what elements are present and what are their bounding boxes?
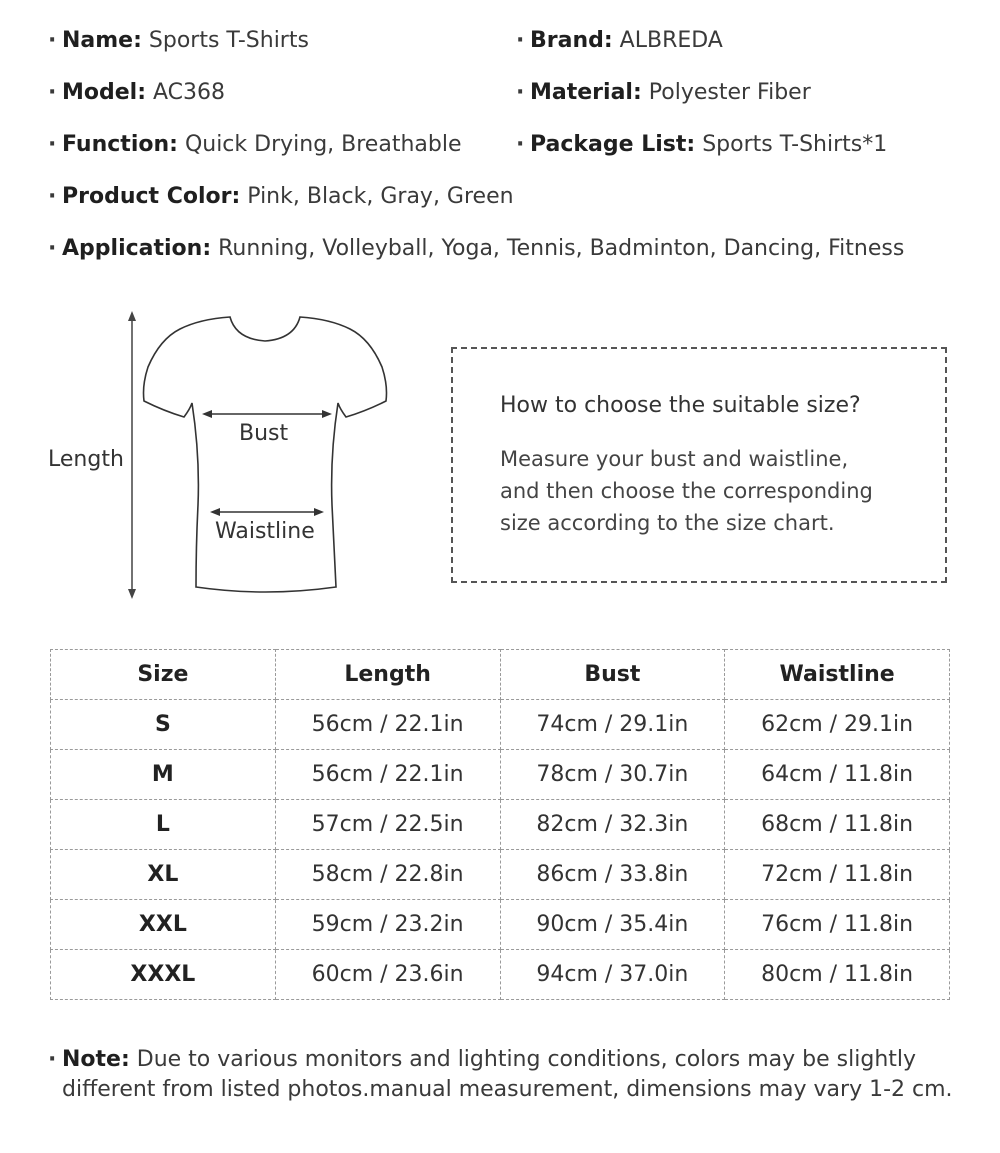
spec-application (48, 234, 904, 264)
length-label: Length (48, 447, 124, 472)
length-cell: 57cm / 22.5in (275, 800, 500, 850)
header-length: Length (275, 650, 500, 700)
header-waistline: Waistline (725, 650, 950, 700)
length-cell: 56cm / 22.1in (275, 750, 500, 800)
table-row (51, 900, 950, 950)
length-cell: 59cm / 23.2in (275, 900, 500, 950)
length-cell: 60cm / 23.6in (275, 950, 500, 1000)
table-row (51, 950, 950, 1000)
spec-material-label: Material: (530, 80, 642, 105)
size-guide-title: How to choose the suitable size? (500, 393, 861, 418)
spec-brand-value: ALBREDA (619, 28, 723, 53)
size-cell: S (51, 700, 276, 750)
spec-package-value: Sports T-Shirts*1 (702, 132, 888, 157)
note-label: Note: (62, 1047, 130, 1072)
spec-function-label: Function: (62, 132, 178, 157)
waistline-cell: 68cm / 11.8in (725, 800, 950, 850)
table-header-row (51, 650, 950, 700)
bust-cell: 82cm / 32.3in (500, 800, 725, 850)
size-cell: XXXL (51, 950, 276, 1000)
waistline-label: Waistline (215, 519, 315, 544)
spec-function (48, 130, 461, 160)
spec-brand (516, 26, 723, 56)
length-cell: 58cm / 22.8in (275, 850, 500, 900)
size-cell: XL (51, 850, 276, 900)
bullet: · (48, 236, 57, 261)
spec-model-value: AC368 (153, 80, 226, 105)
length-cell: 56cm / 22.1in (275, 700, 500, 750)
spec-name-label: Name: (62, 28, 142, 53)
spec-name (48, 26, 309, 56)
size-guide-line: and then choose the corresponding (500, 479, 873, 503)
waistline-cell: 72cm / 11.8in (725, 850, 950, 900)
spec-color-label: Product Color: (62, 184, 241, 209)
spec-color-value: Pink, Black, Gray, Green (247, 184, 514, 209)
bust-cell: 86cm / 33.8in (500, 850, 725, 900)
size-cell: XXL (51, 900, 276, 950)
bullet: · (48, 132, 57, 157)
tshirt-diagram (40, 305, 400, 609)
note-line-2: different from listed photos.manual measurement, dimensions may vary 1-2 cm. (62, 1077, 953, 1102)
bust-cell: 90cm / 35.4in (500, 900, 725, 950)
size-guide-line: size according to the size chart. (500, 511, 835, 535)
waistline-cell: 76cm / 11.8in (725, 900, 950, 950)
bust-cell: 94cm / 37.0in (500, 950, 725, 1000)
spec-material (516, 78, 811, 108)
spec-application-label: Application: (62, 236, 212, 261)
spec-package-label: Package List: (530, 132, 696, 157)
bust-cell: 78cm / 30.7in (500, 750, 725, 800)
header-bust: Bust (500, 650, 725, 700)
bust-cell: 74cm / 29.1in (500, 700, 725, 750)
bullet: · (48, 80, 57, 105)
size-guide-text (500, 443, 920, 539)
size-guide-box (451, 347, 947, 583)
spec-application-value: Running, Volleyball, Yoga, Tennis, Badminton, Dancing, Fitness (218, 236, 905, 261)
table-row (51, 750, 950, 800)
note-line-1: Due to various monitors and lighting conditions, colors may be slightly (136, 1047, 917, 1072)
spec-color (48, 182, 514, 212)
size-cell: L (51, 800, 276, 850)
spec-brand-label: Brand: (530, 28, 613, 53)
waistline-cell: 80cm / 11.8in (725, 950, 950, 1000)
bullet: · (516, 80, 525, 105)
bust-label: Bust (239, 421, 289, 446)
bullet: · (48, 28, 57, 53)
table-row (51, 850, 950, 900)
spec-function-value: Quick Drying, Breathable (184, 132, 462, 157)
bullet: · (516, 132, 525, 157)
waistline-cell: 62cm / 29.1in (725, 700, 950, 750)
spec-name-value: Sports T-Shirts (148, 28, 309, 53)
table-row (51, 700, 950, 750)
bullet: · (48, 1047, 57, 1072)
spec-model-label: Model: (62, 80, 147, 105)
size-cell: M (51, 750, 276, 800)
size-chart-table (50, 649, 950, 1000)
spec-package (516, 130, 887, 160)
spec-model (48, 78, 225, 108)
note (48, 1045, 978, 1105)
spec-material-value: Polyester Fiber (648, 80, 811, 105)
table-row (51, 800, 950, 850)
waistline-cell: 64cm / 11.8in (725, 750, 950, 800)
size-guide-line: Measure your bust and waistline, (500, 447, 849, 471)
bullet: · (516, 28, 525, 53)
bullet: · (48, 184, 57, 209)
header-size: Size (51, 650, 276, 700)
